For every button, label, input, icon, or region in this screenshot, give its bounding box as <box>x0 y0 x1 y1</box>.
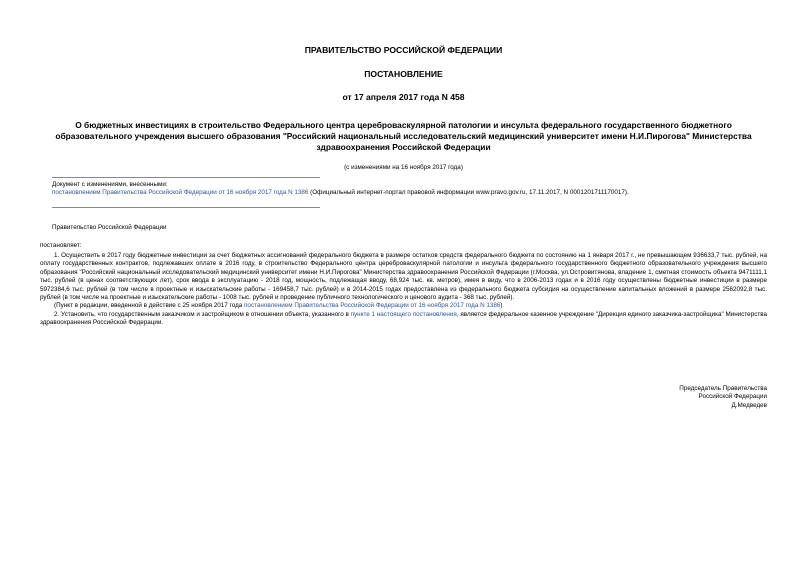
clause-1-link[interactable]: пункте 1 настоящего постановления <box>350 310 457 318</box>
paragraph-1: 1. Осуществить в 2017 году бюджетные инвестиции за счет бюджетных ассигнований федерального бюджета в размере остатков средств федерального бюджета по состоянию на 1 января 2017 г., не превышающем 936633,7 тыс. рублей, на оплату государственных контрактов, подлежавших оплате в 2016 году, в строительство Федерального центра цереброваскулярной патологии и инсульта федерального государственного бюджетного образовательного учреждения высшего образования "Российский национальный исследовательский медицинский университет имени Н.И.Пирогова" Министерства здравоохранения Российской Федерации (г.Москва, ул.Островитянова, владение 1, сметная стоимость объекта 9471111,1 тыс. рублей (в ценах соответствующих лет), срок ввода в эксплуатацию - 2018 год, мощность, подлежащая вводу, 68,924 тыс. кв. метров), имея в виду, что в 2006-2013 годах и в 2016 году осуществлены бюджетные инвестиции в размере 5972384,6 тыс. рублей (в том числе в проектные и изыскательские работы - 169458,7 тыс. рублей) и в 2014-2015 годах предоставлена из федерального бюджета субсидия на осуществление капитальных вложений в размере 2562092,8 тыс. рублей (в том числе на проектные и изыскательские работы - 1008 тыс. рублей и проведение публичного технологического и ценового аудита - 368 тыс. рублей). <box>40 252 767 302</box>
government-heading: ПРАВИТЕЛЬСТВО РОССИЙСКОЙ ФЕДЕРАЦИИ <box>304 45 503 55</box>
note-prefix: (Пункт в редакции, введенной в действие с 25 ноября 2017 года <box>54 302 245 310</box>
changes-source: (Официальный интернет-портал правовой информации www.pravo.gov.ru, 17.11.2017, N 0001201711170017). <box>308 189 629 197</box>
changes-block <box>52 181 767 198</box>
changes-reference <box>52 189 767 197</box>
divider-bottom <box>52 207 320 208</box>
note-amendment-link[interactable]: постановлением Правительства Российской Федерации от 16 ноября 2017 года N 1386 <box>244 302 501 310</box>
p2-suffix: , является федеральное казенное учреждение "Дирекция единого заказчика-застройщика" Министерства здравоохранения Российской Федерации. <box>40 310 767 327</box>
note-suffix: ) <box>500 302 503 310</box>
document-body <box>40 252 767 328</box>
paragraph-2 <box>40 311 767 328</box>
divider-top <box>52 177 320 178</box>
revision-note: (с изменениями на 16 ноября 2017 года) <box>344 164 463 171</box>
signature-name: Д.Медведев <box>731 401 767 409</box>
signature-block <box>679 385 767 410</box>
changes-label: Документ с изменениями, внесенными: <box>52 181 168 188</box>
p2-prefix: 2. Установить, что государственным заказчиком и застройщиком в отношении объекта, указанного в <box>54 310 351 318</box>
government-label: Правительство Российской Федерации <box>52 224 167 231</box>
document-date-number: от 17 апреля 2017 года N 458 <box>342 92 465 102</box>
signature-country: Российской Федерации <box>698 393 767 401</box>
document-title: О бюджетных инвестициях в строительство Федерального центра цереброваскулярной патологии и инсульта федерального государственного бюджетного образовательного учреждения высшего образования "Российский национальный исследовательский медицинский университет имени Н.И.Пирогова" Министерства здравоохранения Российской Федерации <box>55 120 752 153</box>
document-type: ПОСТАНОВЛЕНИЕ <box>364 69 443 79</box>
signature-title: Председатель Правительства <box>679 385 767 392</box>
paragraph-1-note <box>40 302 767 310</box>
decrees-label: постановляет: <box>40 242 82 249</box>
amendment-link[interactable]: постановлением Правительства Российской Федерации от 16 ноября 2017 года N 1386 <box>52 189 309 197</box>
